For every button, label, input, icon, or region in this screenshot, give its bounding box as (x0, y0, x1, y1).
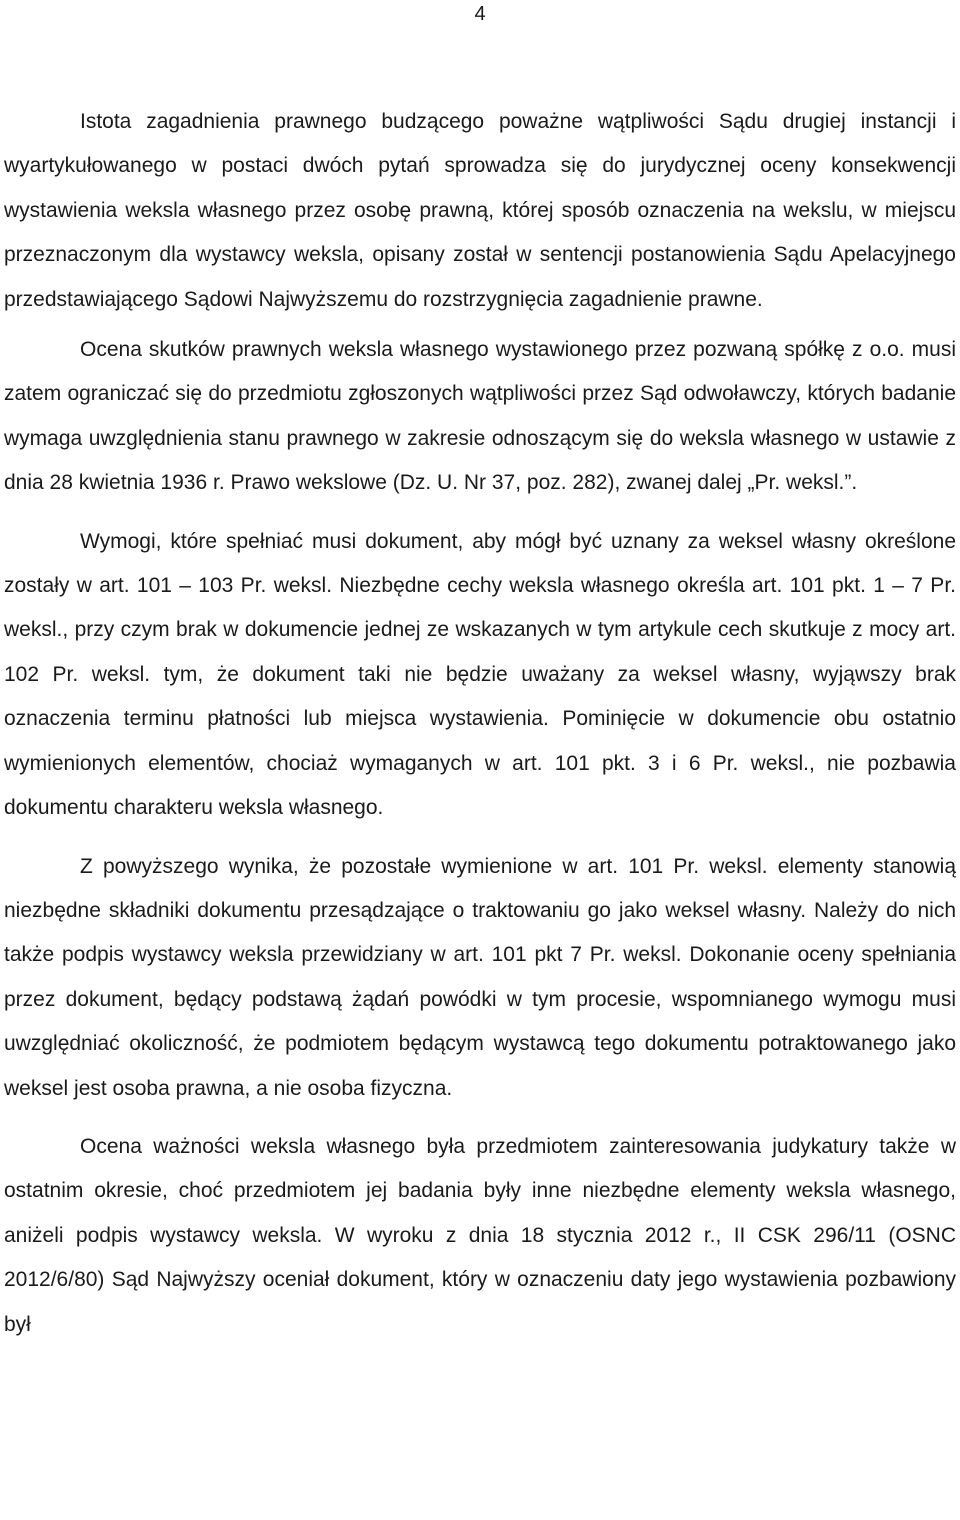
paragraph-4: Z powyższego wynika, że pozostałe wymienione w art. 101 Pr. weksl. elementy stanowią niezbędne składniki dokumentu przesądzające o traktowaniu go jako weksel własny. Należy do nich także podpis wystawcy weksla przewidziany w art. 101 pkt 7 Pr. weksl. Dokonanie oceny spełniania przez dokument, będący podstawą żądań powódki w tym procesie, wspomnianego wymogu musi uwzględniać okoliczność, że podmiotem będącym wystawcą tego dokumentu potraktowanego jako weksel jest osoba prawna, a nie osoba fizyczna. (4, 854, 956, 1100)
paragraph-2: Ocena skutków prawnych weksla własnego wystawionego przez pozwaną spółkę z o.o. musi zatem ograniczać się do przedmiotu zgłoszonych wątpliwości przez Sąd odwoławczy, których badanie wymaga uwzględnienia stanu prawnego w zakresie odnoszącym się do weksla własnego w ustawie z dnia 28 kwietnia 1936 r. Prawo wekslowe (Dz. U. Nr 37, poz. 282), zwanej dalej „Pr. weksl.”. (4, 338, 956, 495)
page-number: 4 (474, 3, 486, 25)
document-body (4, 100, 956, 1347)
paragraph-3: Wymogi, które spełniać musi dokument, aby mógł być uznany za weksel własny określone zostały w art. 101 – 103 Pr. weksl. Niezbędne cechy weksla własnego określa art. 101 pkt. 1 – 7 Pr. weksl., przy czym brak w dokumencie jednej ze wskazanych w tym artykule cech skutkuje z mocy art. 102 Pr. weksl. tym, że dokument taki nie będzie uważany za weksel własny, wyjąwszy brak oznaczenia terminu płatności lub miejsca wystawienia. Pominięcie w dokumencie obu ostatnio wymienionych elementów, chociaż wymaganych w art. 101 pkt. 3 i 6 Pr. weksl., nie pozbawia dokumentu charakteru weksla własnego. (4, 529, 956, 820)
paragraph-5: Ocena ważności weksla własnego była przedmiotem zainteresowania judykatury także w ostatnim okresie, choć przedmiotem jej badania były inne niezbędne elementy weksla własnego, aniżeli podpis wystawcy weksla. W wyroku z dnia 18 stycznia 2012 r., II CSK 296/11 (OSNC 2012/6/80) Sąd Najwyższy oceniał dokument, który w oznaczeniu daty jego wystawienia pozbawiony był (4, 1134, 956, 1336)
paragraph-1: Istota zagadnienia prawnego budzącego poważne wątpliwości Sądu drugiej instancji i wyartykułowanego w postaci dwóch pytań sprowadza się do jurydycznej oceny konsekwencji wystawienia weksla własnego przez osobę prawną, której sposób oznaczenia na wekslu, w miejscu przeznaczonym dla wystawcy weksla, opisany został w sentencji postanowienia Sądu Apelacyjnego przedstawiającego Sądowi Najwyższemu do rozstrzygnięcia zagadnienie prawne. (4, 110, 956, 311)
